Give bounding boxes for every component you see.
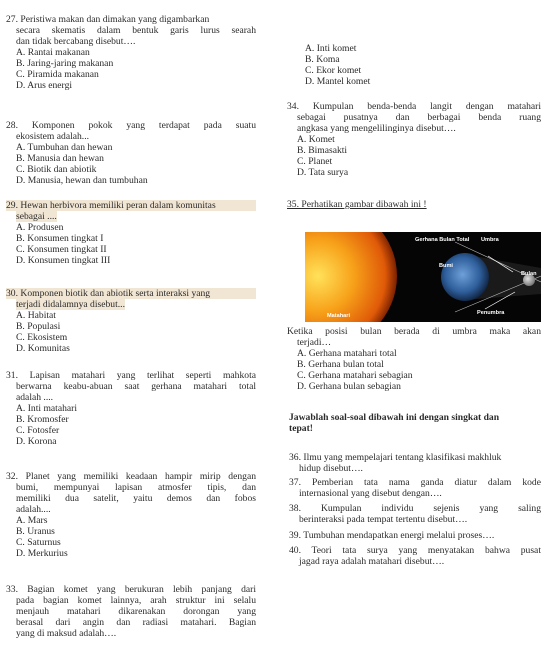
question-text: terjadi didalamnya disebut... <box>16 299 125 310</box>
question-39 <box>289 530 541 541</box>
question-text: internasional yang disebut dengan…. <box>299 488 442 499</box>
option-d[interactable]: D. Komunitas <box>16 343 70 354</box>
question-text: adalah .... <box>16 392 54 403</box>
question-37 <box>289 477 541 499</box>
essay-heading-line: tepat! <box>289 423 313 434</box>
question-text: yang di maksud adalah…. <box>16 628 117 639</box>
option-b[interactable]: B. Jaring-jaring makanan <box>16 58 114 69</box>
label-total-lunar: Gerhana Bulan Total <box>415 237 470 243</box>
option-b[interactable]: B. Koma <box>305 54 340 65</box>
question-text: 31. Lapisan matahari yang terlihat seperti mahkota <box>6 370 256 381</box>
question-27 <box>6 14 256 91</box>
option-c[interactable]: C. Ekosistem <box>16 332 68 343</box>
question-33-options <box>295 43 540 87</box>
question-text: 28. Komponen pokok yang terdapat pada suatu <box>6 120 256 131</box>
option-b[interactable]: B. Bimasakti <box>297 145 348 156</box>
question-32 <box>6 471 256 559</box>
question-33 <box>6 584 256 639</box>
essay-heading-line: Jawablah soal-soal dibawah ini dengan singkat dan <box>289 412 500 423</box>
essay-heading <box>289 412 541 434</box>
question-text: 39. Tumbuhan mendapatkan energi melalui proses…. <box>289 530 495 541</box>
option-c[interactable]: C. Fotosfer <box>16 425 60 436</box>
question-text: 32. Planet yang memiliki keadaan hampir mirip dengan <box>6 471 256 482</box>
label-moon: Bulan <box>521 271 537 277</box>
option-c[interactable]: C. Gerhana matahari sebagian <box>297 370 413 381</box>
question-38 <box>289 503 541 525</box>
option-a[interactable]: A. Mars <box>16 515 48 526</box>
option-b[interactable]: B. Kromosfer <box>16 414 69 425</box>
option-b[interactable]: B. Konsumen tingkat I <box>16 233 104 244</box>
eclipse-diagram <box>305 232 541 322</box>
question-text: berinteraksi pada tempat tertentu disebut…. <box>299 514 468 525</box>
question-text: menjauh matahari dikarenakan dorongan yang <box>16 606 256 617</box>
question-text: bumi, mempunyai lapisan atmosfer tipis, dan <box>16 482 256 493</box>
option-c[interactable]: C. Planet <box>297 156 333 167</box>
question-text: terjadi… <box>297 337 332 348</box>
question-text: 29. Hewan herbivora memiliki peran dalam komunitas <box>6 200 256 211</box>
sun-shape <box>305 232 397 322</box>
option-c[interactable]: C. Piramida makanan <box>16 69 99 80</box>
option-b[interactable]: B. Gerhana bulan total <box>297 359 384 370</box>
option-d[interactable]: D. Gerhana bulan sebagian <box>297 381 401 392</box>
question-28 <box>6 120 256 186</box>
eclipse-figure <box>305 232 541 322</box>
question-text: pada bagian komet lainnya, arah struktur ini selalu <box>16 595 256 606</box>
option-d[interactable]: D. Tata surya <box>297 167 349 178</box>
label-umbra: Umbra <box>481 237 499 243</box>
label-sun: Matahari <box>327 313 351 319</box>
question-text: secara skematis dalam bentuk garis lurus searah <box>16 25 256 36</box>
option-a[interactable]: A. Gerhana matahari total <box>297 348 397 359</box>
option-d[interactable]: D. Merkurius <box>16 548 68 559</box>
question-text: berwarna keabu-abuan saat gerhana matahari total <box>16 381 256 392</box>
question-35 <box>287 199 541 210</box>
option-a[interactable]: A. Habitat <box>16 310 56 321</box>
option-d[interactable]: D. Mantel komet <box>305 76 371 87</box>
question-text: jagad raya adalah matahari disebut…. <box>299 556 445 567</box>
option-d[interactable]: D. Korona <box>16 436 57 447</box>
option-c[interactable]: C. Konsumen tingkat II <box>16 244 107 255</box>
question-text: 40. Teori tata surya yang menyatakan bahwa pusat <box>289 545 541 556</box>
option-d[interactable]: D. Arus energi <box>16 80 73 91</box>
option-c[interactable]: C. Ekor komet <box>305 65 362 76</box>
question-text: adalah.... <box>16 504 51 515</box>
question-text: 38. Kumpulan individu sejenis yang saling <box>289 503 541 514</box>
question-36 <box>289 452 541 474</box>
question-text: 35. Perhatikan gambar dibawah ini ! <box>287 199 427 210</box>
option-a[interactable]: A. Rantai makanan <box>16 47 90 58</box>
question-34 <box>287 101 541 178</box>
question-text: 34. Kumpulan benda-benda langit dengan matahari <box>287 101 541 112</box>
earth-shape <box>441 253 489 301</box>
question-31 <box>6 370 256 447</box>
question-29 <box>6 200 256 266</box>
option-a[interactable]: A. Produsen <box>16 222 64 233</box>
question-text: sebagai .... <box>16 211 57 222</box>
question-text: memiliki dua satelit, yaitu demos dan fobos <box>16 493 256 504</box>
option-b[interactable]: B. Manusia dan hewan <box>16 153 104 164</box>
question-40 <box>289 545 541 567</box>
question-text: 33. Bagian komet yang berukuran lebih panjang dari <box>6 584 256 595</box>
option-d[interactable]: D. Manusia, hewan dan tumbuhan <box>16 175 148 186</box>
option-b[interactable]: B. Populasi <box>16 321 61 332</box>
question-text: 30. Komponen biotik dan abiotik serta interaksi yang <box>6 288 256 299</box>
question-text: angkasa yang mengelilinginya disebut…. <box>297 123 456 134</box>
question-text: 36. Ilmu yang mempelajari tentang klasifikasi makhluk <box>289 452 502 463</box>
option-c[interactable]: C. Saturnus <box>16 537 61 548</box>
question-text: hidup disebut…. <box>299 463 363 474</box>
option-a[interactable]: A. Komet <box>297 134 335 145</box>
question-text: dan tidak bercabang disebut…. <box>16 36 136 47</box>
option-a[interactable]: A. Inti komet <box>305 43 357 54</box>
option-a[interactable]: A. Inti matahari <box>16 403 78 414</box>
question-text: berasal dari angin dan radiasi matahari. Bagian <box>16 617 256 628</box>
label-penumbra: Penumbra <box>477 310 505 316</box>
option-d[interactable]: D. Konsumen tingkat III <box>16 255 111 266</box>
question-35-prompt <box>287 326 541 392</box>
question-text: 37. Pemberian tata nama ganda diatur dalam kode <box>289 477 541 488</box>
question-text: Ketika posisi bulan berada di umbra maka akan <box>287 326 541 337</box>
option-b[interactable]: B. Uranus <box>16 526 55 537</box>
option-a[interactable]: A. Tumbuhan dan hewan <box>16 142 113 153</box>
option-c[interactable]: C. Biotik dan abiotik <box>16 164 97 175</box>
question-text: sebagai pusatnya dan berbagai benda ruang <box>297 112 541 123</box>
question-30 <box>6 288 256 354</box>
question-text: 27. Peristiwa makan dan dimakan yang digambarkan <box>6 14 210 25</box>
label-earth: Bumi <box>439 263 453 269</box>
question-text: ekosistem adalah... <box>16 131 89 142</box>
